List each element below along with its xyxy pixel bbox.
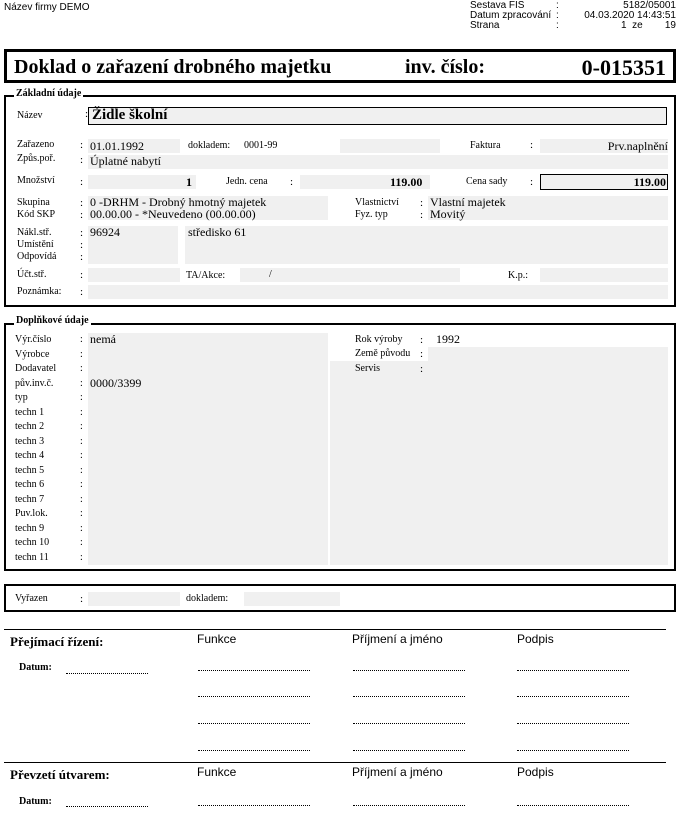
fyz-label: Fyz. typ: [355, 209, 388, 220]
colon: :: [80, 139, 84, 151]
colon: :: [420, 363, 424, 375]
meta-label-processed: Datum zpracování: [470, 10, 552, 21]
vlast-label: Vlastnictví: [355, 197, 399, 208]
colon: :: [80, 479, 83, 490]
basic-section-title: Základní údaje: [16, 88, 82, 99]
zpusob-label: Způs.poř.: [17, 153, 56, 164]
label-vyrobce: Výrobce: [15, 348, 50, 360]
dokladem-field[interactable]: [340, 139, 440, 153]
extra-section-title: Doplňkové údaje: [16, 315, 89, 326]
label-dodavatel: Dodavatel: [15, 363, 57, 374]
page-total: 19: [664, 20, 676, 31]
signature-line[interactable]: [517, 750, 629, 751]
colon: :: [80, 176, 84, 188]
transfer-title: Převzetí útvarem:: [10, 767, 110, 782]
colon: :: [80, 348, 83, 360]
label-techn5: techn 5: [15, 464, 45, 476]
signature-line[interactable]: [353, 723, 465, 724]
meta-label-page: Strana: [470, 20, 500, 31]
commission-col-funkce: Funkce: [197, 632, 237, 646]
signature-line[interactable]: [198, 723, 310, 724]
skupina-label: Skupina: [17, 197, 50, 208]
label-puv-inv: pův.inv.č.: [15, 377, 54, 389]
discard-dokladem-field[interactable]: [244, 592, 340, 606]
colon: :: [80, 551, 83, 563]
colon: :: [80, 435, 83, 447]
report-meta-values: [584, 1, 676, 31]
jedn-value: 119.00: [390, 175, 423, 189]
rok-value: 1992: [436, 332, 460, 346]
vlast-value: Vlastní majetek: [430, 195, 506, 209]
sady-value: 119.00: [633, 175, 666, 189]
nakl-value: 96924: [90, 225, 120, 239]
label-techn10: techn 10: [15, 537, 50, 548]
colon: :: [420, 197, 424, 209]
commission-datum: Datum:: [19, 662, 52, 673]
colon: :: [80, 464, 83, 476]
report-meta-labels: [470, 1, 551, 31]
colon: :: [80, 239, 84, 251]
jedn-label: Jedn. cena: [226, 176, 268, 187]
signature-line[interactable]: [353, 750, 465, 751]
label-techn6: techn 6: [15, 479, 45, 490]
colon: :: [80, 593, 84, 605]
signature-line[interactable]: [353, 696, 465, 697]
transfer-datum: Datum:: [19, 796, 52, 807]
label-techn1: techn 1: [15, 406, 45, 418]
page-title: Doklad o zařazení drobného majetku: [14, 56, 332, 78]
colon: :: [80, 154, 84, 166]
ta-field[interactable]: [240, 268, 460, 282]
transfer-col-podpis: Podpis: [517, 765, 554, 779]
signature-line[interactable]: [198, 750, 310, 751]
fyz-value: Movitý: [430, 207, 466, 221]
faktura-label: Faktura: [470, 140, 501, 151]
colon: :: [80, 406, 83, 418]
extra-left-field[interactable]: [88, 333, 328, 565]
label-techn7: techn 7: [15, 493, 45, 505]
company-name: Název firmy DEMO: [4, 2, 90, 13]
uct-field[interactable]: [88, 268, 180, 282]
poznamka-label: Poznámka:: [17, 286, 62, 297]
inv-number: 0-015351: [581, 55, 666, 80]
odpovida-label: Odpovídá: [17, 251, 57, 262]
meta-colon: :: [556, 10, 559, 21]
page-number: 1: [620, 20, 627, 31]
colon: :: [80, 392, 83, 403]
transfer-col-jmeno: Příjmení a jméno: [352, 765, 443, 779]
meta-colon: :: [556, 20, 559, 31]
colon: :: [80, 508, 83, 519]
commission-title: Přejímací řízení:: [10, 634, 104, 649]
report-id: 5182/05001: [623, 0, 676, 11]
vyrazen-field[interactable]: [88, 592, 180, 606]
servis-label: Servis: [355, 363, 380, 374]
extra-mid-field[interactable]: [330, 361, 428, 565]
poznamka-field[interactable]: [88, 285, 668, 299]
vyr-value: nemá: [90, 332, 116, 346]
rok-label: Rok výroby: [355, 334, 403, 345]
nakl-desc-field[interactable]: [185, 226, 668, 264]
colon: :: [80, 269, 84, 281]
nakl-label: Nákl.stř.: [17, 227, 52, 238]
colon: :: [420, 334, 424, 346]
nazev-label: Název: [17, 110, 43, 121]
transfer-date-line[interactable]: [66, 806, 148, 807]
signature-line[interactable]: [517, 696, 629, 697]
zpusob-field[interactable]: [88, 155, 668, 169]
zarazeno-value: 01.01.1992: [90, 139, 144, 153]
extra-colons: [80, 333, 83, 565]
label-puv-lok: Puv.lok.: [15, 508, 48, 519]
divider: [4, 629, 666, 630]
signature-line[interactable]: [517, 670, 629, 671]
colon: :: [290, 176, 294, 188]
kp-label: K.p.:: [508, 270, 528, 281]
colon: :: [80, 450, 83, 461]
mnozstvi-value: 1: [186, 175, 192, 189]
ta-label: TA/Akce:: [186, 270, 226, 281]
processed-date: 04.03.2020 14:43:51: [584, 10, 676, 21]
label-techn4: techn 4: [15, 450, 45, 461]
zeme-label: Země původu: [355, 348, 411, 359]
divider: [4, 762, 666, 763]
label-techn9: techn 9: [15, 522, 45, 534]
kp-field[interactable]: [540, 268, 668, 282]
inv-label: inv. číslo:: [405, 56, 486, 78]
label-techn11: techn 11: [15, 551, 49, 563]
commission-col-podpis: Podpis: [517, 632, 554, 646]
colon: :: [85, 108, 89, 120]
page-info: [584, 21, 676, 31]
colon: :: [530, 176, 534, 188]
nakl-desc: středisko 61: [188, 225, 247, 239]
colon: :: [80, 286, 84, 298]
colon: :: [80, 421, 83, 432]
umisteni-label: Umístění: [17, 239, 54, 250]
signature-line[interactable]: [353, 805, 465, 806]
ta-sep: /: [269, 269, 272, 280]
vyrazen-label: Vyřazen: [15, 593, 48, 604]
skupina-value: 0 -DRHM - Drobný hmotný majetek: [90, 195, 267, 209]
colon: :: [80, 334, 83, 345]
report-meta-colons: [556, 1, 559, 31]
discard-dokladem-label: dokladem:: [186, 593, 229, 604]
colon: :: [80, 377, 83, 389]
dokladem-value: 0001-99: [244, 140, 278, 151]
transfer-col-funkce: Funkce: [197, 765, 237, 779]
puv-value: 0000/3399: [90, 376, 142, 390]
signature-line[interactable]: [198, 696, 310, 697]
signature-line[interactable]: [517, 723, 629, 724]
signature-line[interactable]: [198, 805, 310, 806]
meta-label-report: Sestava FIS: [470, 0, 525, 11]
colon: :: [420, 209, 424, 221]
colon: :: [80, 197, 84, 209]
extra-right-field[interactable]: [428, 347, 668, 565]
colon: :: [80, 522, 83, 534]
colon: :: [80, 537, 83, 548]
colon: :: [80, 251, 84, 263]
colon: :: [80, 227, 84, 239]
skp-label: Kód SKP: [17, 209, 56, 220]
mnozstvi-label: Množství: [17, 175, 55, 186]
colon: :: [530, 139, 534, 151]
uct-label: Účt.stř.: [17, 269, 47, 280]
skp-value: 00.00.00 - *Neuvedeno (00.00.00): [90, 207, 256, 221]
colon: :: [80, 493, 83, 505]
dokladem-label: dokladem:: [188, 140, 231, 151]
colon: :: [80, 363, 83, 374]
signature-line[interactable]: [353, 670, 465, 671]
commission-col-jmeno: Příjmení a jméno: [352, 632, 443, 646]
page-sep: ze: [632, 20, 643, 31]
label-techn2: techn 2: [15, 421, 45, 432]
colon: :: [420, 348, 424, 360]
nazev-value: Židle školní: [92, 107, 168, 123]
mnozstvi-field[interactable]: [88, 175, 196, 189]
extra-labels: [15, 333, 56, 565]
nazev-field[interactable]: [88, 107, 667, 125]
commission-date-line[interactable]: [66, 673, 148, 674]
sady-label: Cena sady: [466, 176, 508, 187]
signature-line[interactable]: [517, 805, 629, 806]
signature-line[interactable]: [198, 670, 310, 671]
zarazeno-label: Zařazeno: [17, 139, 55, 150]
faktura-value: Prv.naplnění: [607, 139, 668, 153]
label-typ: typ: [15, 392, 28, 403]
zpusob-value: Úplatné nabytí: [90, 154, 161, 168]
label-techn3: techn 3: [15, 435, 45, 447]
colon: :: [80, 209, 84, 221]
label-vyr: Výr.číslo: [15, 334, 52, 345]
meta-colon: :: [556, 0, 559, 11]
